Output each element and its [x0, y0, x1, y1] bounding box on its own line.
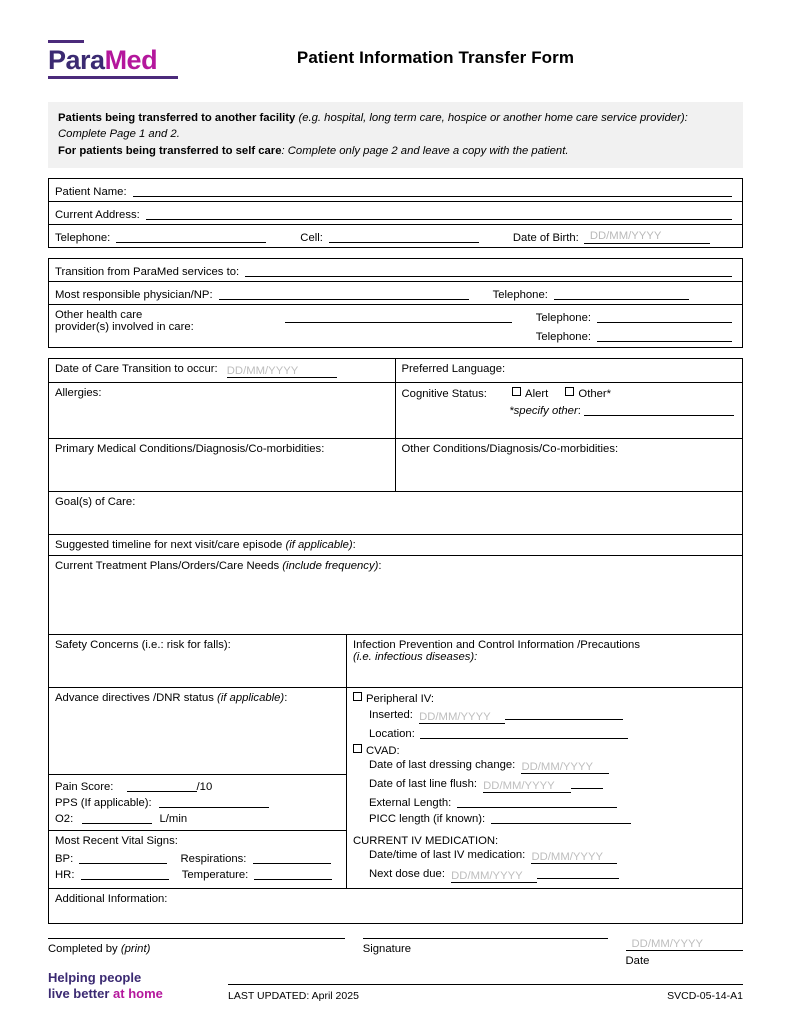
pain-score-input[interactable] — [127, 779, 197, 792]
specify-other-label: *specify other — [509, 405, 578, 418]
other-provider-row — [49, 304, 742, 347]
goals-row — [49, 492, 742, 535]
peripheral-iv-line[interactable] — [353, 692, 734, 705]
line-flush-label: Date of last line flush: — [368, 778, 477, 791]
checkbox-peripheral-iv-icon[interactable] — [353, 692, 362, 701]
cognitive-status-label: Cognitive Status: — [401, 388, 487, 401]
last-iv-medication-input[interactable]: DD/MM/YYYY — [531, 851, 617, 864]
physician-telephone-input[interactable] — [554, 286, 689, 300]
instructions-line-2-bold: For patients being transferred to self care — [58, 144, 282, 157]
pain-score-line — [55, 779, 338, 793]
document-code: SVCD-05-14-A1 — [667, 990, 743, 1002]
external-length-label: External Length: — [368, 797, 452, 810]
bp-input[interactable] — [79, 851, 167, 864]
inserted-line — [353, 707, 734, 724]
pps-line — [55, 795, 338, 809]
picc-length-line — [353, 811, 734, 825]
transition-to-label: Transition from ParaMed services to: — [55, 266, 240, 279]
cognitive-alert-label: Alert — [525, 388, 549, 401]
temperature-input[interactable] — [254, 867, 332, 880]
care-date-label: Date of Care Transition to occur: — [55, 363, 218, 376]
advance-iv-row — [49, 688, 742, 889]
signature-column — [363, 938, 608, 967]
inserted-input-extra[interactable] — [505, 707, 623, 720]
timeline-colon: : — [352, 539, 356, 552]
other-provider-telephone-label-1: Telephone: — [535, 312, 591, 325]
primary-conditions-label: Primary Medical Conditions/Diagnosis/Co-morbidities: — [55, 443, 325, 456]
instructions-line-1-italic: (e.g. hospital, long term care, hospice or another home care service provider): Complete Page 1 and 2. — [58, 112, 688, 141]
external-length-input[interactable] — [457, 795, 617, 808]
patient-name-input[interactable] — [133, 183, 732, 197]
cvad-line[interactable] — [353, 744, 734, 757]
instructions-line-2-italic: : Complete only page 2 and leave a copy with the patient. — [281, 144, 569, 157]
o2-label: O2: — [55, 813, 74, 826]
hr-temperature-line — [55, 867, 338, 881]
treatment-cell[interactable] — [49, 556, 742, 634]
goals-label: Goal(s) of Care: — [55, 496, 136, 509]
telephone-dob-row — [49, 224, 742, 247]
specify-other-colon: : — [577, 405, 581, 418]
line-flush-input-extra[interactable] — [571, 776, 603, 789]
other-conditions-cell[interactable] — [396, 439, 743, 491]
last-iv-medication-label: Date/time of last IV medication: — [368, 849, 526, 862]
telephone-label: Telephone: — [55, 232, 111, 245]
treatment-colon: : — [378, 560, 382, 573]
advance-directives-cell[interactable] — [49, 688, 346, 775]
treatment-label-italic: (include frequency) — [282, 560, 379, 573]
instructions-line-1 — [58, 110, 733, 143]
iv-access-cell — [347, 688, 742, 888]
tagline-line-1: Helping people — [48, 969, 142, 985]
line-flush-line — [353, 776, 734, 793]
logo-med-text: Med — [104, 45, 158, 75]
cvad-label: CVAD: — [365, 745, 400, 758]
location-label: Location: — [368, 728, 415, 741]
physician-row — [49, 281, 742, 304]
completed-by-label: Completed by — [48, 943, 118, 956]
treatment-label: Current Treatment Plans/Orders/Care Needs — [55, 560, 280, 573]
peripheral-iv-label: Peripheral IV: — [365, 693, 435, 706]
additional-info-row — [49, 889, 742, 924]
date-column — [626, 938, 744, 967]
advance-directives-colon: : — [284, 692, 288, 705]
completed-by-italic: (print) — [120, 943, 151, 956]
pain-pps-o2-cell — [49, 775, 346, 831]
dob-input[interactable]: DD/MM/YYYY — [584, 230, 710, 244]
signature-row — [48, 938, 743, 967]
dob-label: Date of Birth: — [512, 232, 579, 245]
bp-label: BP: — [55, 853, 74, 866]
bp-respirations-line — [55, 851, 338, 865]
page-title: Patient Information Transfer Form — [296, 48, 575, 67]
logo-underline — [48, 76, 178, 79]
specify-other-input[interactable] — [584, 403, 734, 416]
inserted-label: Inserted: — [368, 709, 413, 722]
completed-by-column — [48, 938, 345, 967]
page-header — [48, 26, 743, 84]
checkbox-cvad-icon[interactable] — [353, 744, 362, 753]
transition-box — [48, 258, 743, 348]
preferred-language-cell — [396, 359, 743, 382]
logo-text — [48, 47, 198, 74]
patient-info-box — [48, 178, 743, 248]
timeline-label: Suggested timeline for next visit/care episode — [55, 539, 283, 552]
timeline-row — [49, 535, 742, 556]
other-provider-telephone-input-1[interactable] — [597, 309, 732, 323]
location-line — [353, 726, 734, 740]
vital-signs-cell — [49, 831, 346, 886]
physician-label: Most responsible physician/NP: — [55, 289, 213, 302]
allergies-cell[interactable] — [49, 383, 396, 438]
signature-label: Signature — [362, 943, 412, 956]
infection-control-label: Infection Prevention and Control Information /Precautions — [352, 639, 640, 652]
pps-input[interactable] — [159, 795, 269, 808]
respirations-input[interactable] — [253, 851, 331, 864]
logo-para-text: Para — [48, 45, 105, 75]
safety-concerns-cell[interactable] — [49, 635, 347, 687]
instructions-line-2 — [58, 143, 733, 159]
allergies-label: Allergies: — [55, 387, 102, 400]
advance-left-column — [49, 688, 347, 888]
other-provider-input-1[interactable] — [285, 309, 512, 323]
footer-tagline — [48, 970, 228, 1003]
advance-directives-label-italic: (if applicable) — [217, 692, 285, 705]
tagline-line-2-b: at home — [113, 985, 163, 1001]
o2-input[interactable] — [82, 811, 152, 824]
picc-length-label: PICC length (if known): — [368, 813, 486, 826]
allergies-cognitive-row — [49, 383, 742, 439]
other-provider-fields — [285, 309, 736, 343]
picc-length-input[interactable] — [491, 811, 631, 824]
page-footer — [48, 970, 743, 1003]
timeline-cell[interactable] — [49, 535, 742, 555]
infection-control-cell[interactable] — [347, 635, 742, 687]
next-dose-line — [353, 866, 734, 883]
cognitive-other-label: Other* — [578, 388, 612, 401]
other-provider-telephone-label-2: Telephone: — [535, 331, 591, 344]
line-flush-input[interactable]: DD/MM/YYYY — [483, 780, 571, 793]
additional-info-label: Additional Information: — [55, 893, 168, 906]
infection-control-label-italic: (i.e. infectious diseases): — [352, 651, 478, 664]
recent-vitals-label: Most Recent Vital Signs: — [55, 835, 178, 848]
last-iv-medication-line — [353, 849, 734, 864]
physician-input[interactable] — [219, 286, 469, 300]
goals-cell[interactable] — [49, 492, 742, 534]
checkbox-alert-icon[interactable] — [512, 387, 521, 396]
completed-by-label-wrap — [48, 940, 345, 955]
inserted-input[interactable]: DD/MM/YYYY — [419, 711, 505, 724]
pain-score-suffix: /10 — [196, 781, 213, 794]
hr-label: HR: — [55, 869, 75, 882]
current-address-input[interactable] — [146, 206, 732, 220]
logo-accent-bar — [48, 40, 84, 43]
advance-directives-label: Advance directives /DNR status — [55, 692, 214, 705]
care-date-input[interactable]: DD/MM/YYYY — [227, 365, 337, 378]
patient-name-row — [49, 179, 742, 201]
other-conditions-label: Other Conditions/Diagnosis/Co-morbidities: — [401, 443, 619, 456]
other-provider-label-line2: provider(s) involved in care: — [55, 321, 194, 334]
dressing-change-input[interactable]: DD/MM/YYYY — [521, 761, 609, 774]
current-iv-medication-label: CURRENT IV MEDICATION: — [352, 835, 499, 848]
specify-other-line — [402, 403, 735, 417]
telephone-input[interactable] — [116, 229, 266, 243]
instructions-banner — [48, 102, 743, 168]
physician-telephone-label: Telephone: — [492, 289, 548, 302]
pain-score-label: Pain Score: — [55, 781, 114, 794]
last-updated: LAST UPDATED: April 2025 — [228, 990, 359, 1002]
conditions-row — [49, 439, 742, 492]
o2-suffix: L/min — [159, 813, 188, 826]
tagline-line-2 — [48, 986, 228, 1002]
location-input[interactable] — [420, 726, 628, 739]
other-provider-label-line1: Other health care — [55, 309, 143, 322]
cell-label: Cell: — [300, 232, 323, 245]
care-date-language-row — [49, 359, 742, 383]
next-dose-input[interactable]: DD/MM/YYYY — [451, 870, 537, 883]
cognitive-other-option[interactable] — [565, 388, 611, 400]
preferred-language-label: Preferred Language: — [401, 363, 506, 376]
dressing-change-label: Date of last dressing change: — [368, 759, 516, 772]
safety-infection-row — [49, 635, 742, 688]
hr-input[interactable] — [81, 867, 169, 880]
clinical-grid — [48, 358, 743, 924]
cognitive-alert-option[interactable] — [512, 388, 548, 400]
external-length-line — [353, 795, 734, 809]
treatment-row — [49, 556, 742, 635]
pps-label: PPS (If applicable): — [55, 797, 152, 810]
next-dose-label: Next dose due: — [368, 868, 445, 881]
footer-meta — [228, 984, 743, 1002]
care-date-cell — [49, 359, 396, 382]
date-label: Date — [625, 955, 650, 968]
primary-conditions-cell[interactable] — [49, 439, 396, 491]
respirations-label: Respirations: — [180, 853, 247, 866]
cognitive-status-cell — [396, 383, 743, 438]
checkbox-other-icon[interactable] — [565, 387, 574, 396]
patient-name-label: Patient Name: — [55, 186, 127, 199]
date-input[interactable]: DD/MM/YYYY — [631, 938, 704, 951]
transition-to-row — [49, 259, 742, 281]
current-address-label: Current Address: — [55, 209, 140, 222]
tagline-line-2-a: live better — [48, 985, 114, 1001]
transition-to-input[interactable] — [245, 263, 732, 277]
timeline-label-italic: (if applicable) — [285, 539, 353, 552]
cognitive-status-line — [402, 387, 735, 400]
other-provider-labels — [55, 309, 285, 333]
temperature-label: Temperature: — [181, 869, 249, 882]
instructions-line-1-bold: Patients being transferred to another facility — [58, 112, 296, 124]
dressing-change-line — [353, 759, 734, 774]
cell-input[interactable] — [329, 229, 479, 243]
paramed-logo — [48, 26, 198, 79]
additional-info-cell[interactable] — [49, 889, 742, 923]
o2-line — [55, 811, 338, 825]
current-address-row — [49, 201, 742, 224]
other-provider-telephone-input-2[interactable] — [597, 328, 732, 342]
safety-concerns-label: Safety Concerns (i.e.: risk for falls): — [55, 639, 231, 652]
next-dose-input-extra[interactable] — [537, 866, 619, 879]
